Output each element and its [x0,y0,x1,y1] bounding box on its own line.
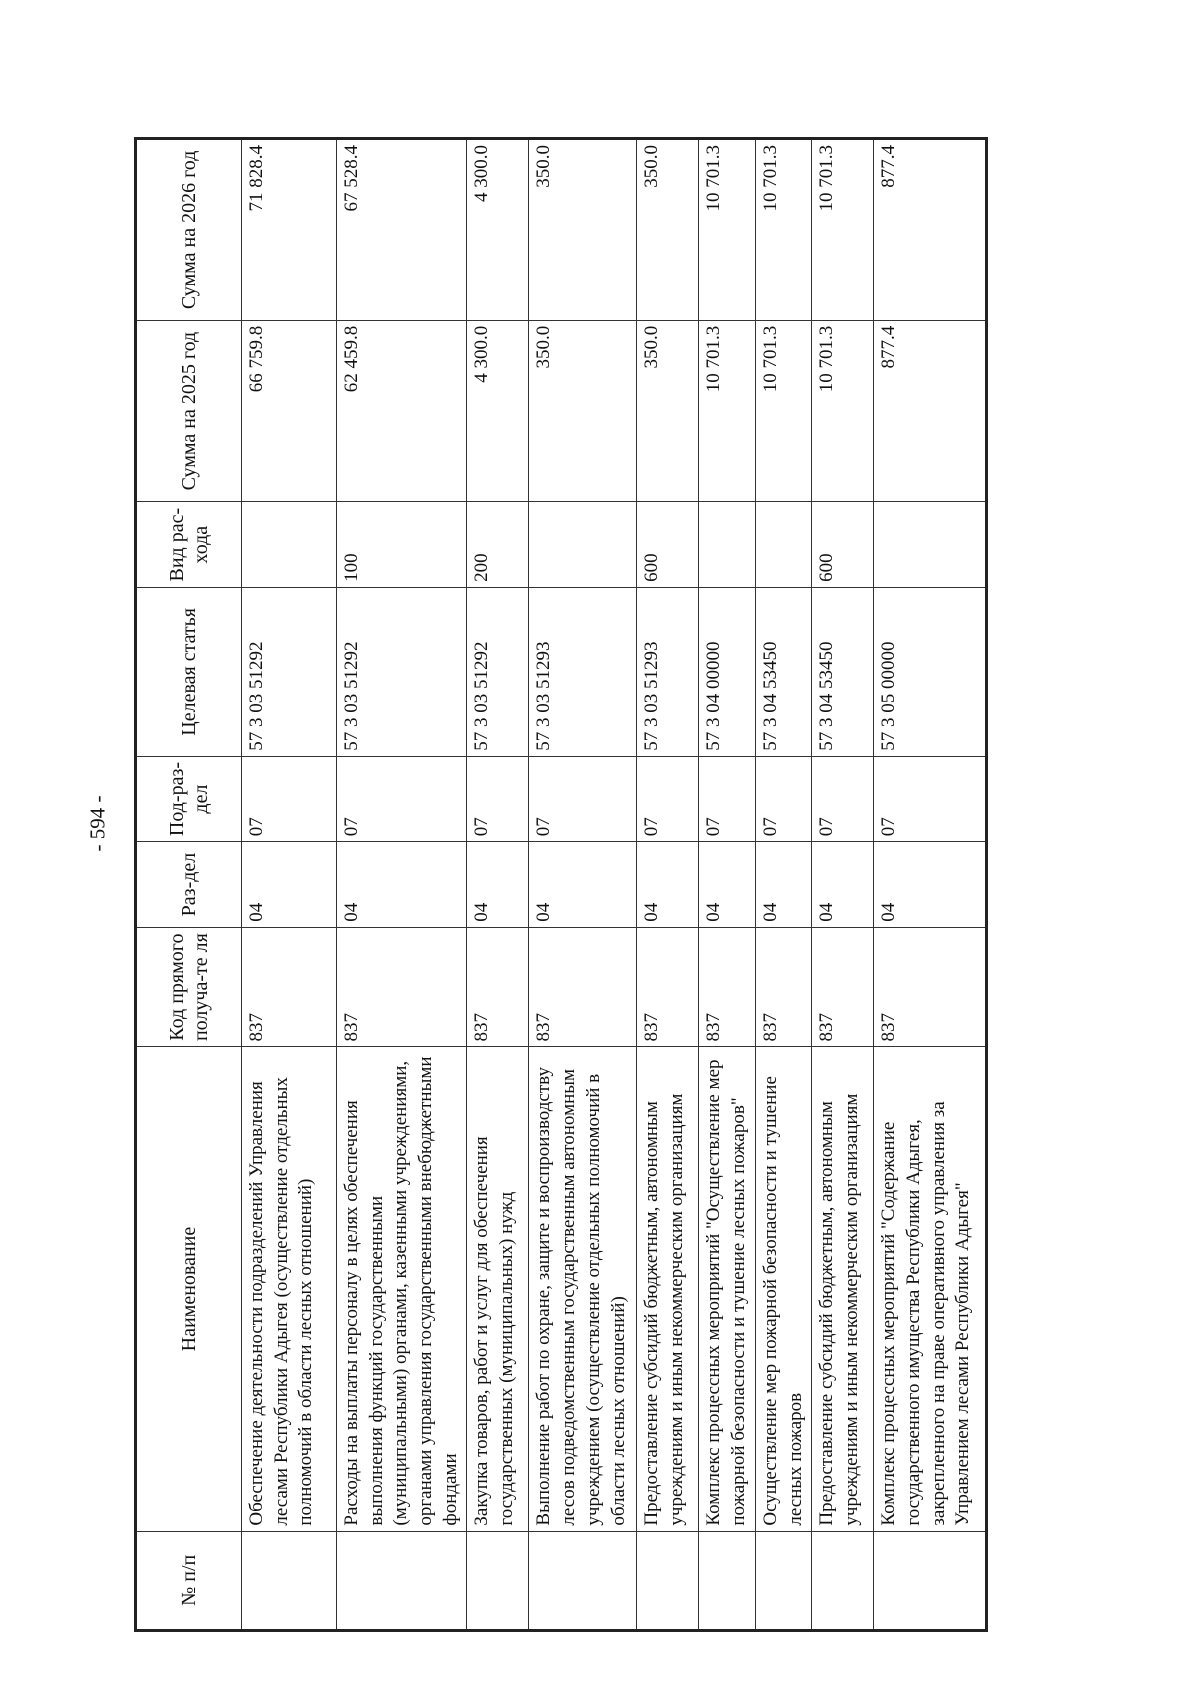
table-row [529,139,637,1631]
header-row [136,139,242,1631]
cell-sum-2025: 350.0 [529,320,637,502]
cell-expense-type [699,502,755,588]
cell-sum-2026: 71 828.4 [242,139,337,321]
cell-subsection: 07 [337,756,467,842]
cell-sum-2025: 66 759.8 [242,320,337,502]
cell-section: 04 [529,842,637,928]
cell-subsection: 07 [874,756,987,842]
header-section: Раз-дел [136,842,242,928]
cell-section: 04 [337,842,467,928]
header-sum-2025: Сумма на 2025 год [136,320,242,502]
cell-sum-2026: 10 701.3 [812,139,874,321]
cell-subsection: 07 [755,756,811,842]
cell-sum-2026: 4 300.0 [467,139,529,321]
cell-name: Выполнение работ по охране, защите и воспроизводству лесов подведомственным государственным автономным учреждением (осуществление отдельных полномочий в области лесных отношений) [529,1047,637,1531]
header-subsection: Под-раз-дел [136,756,242,842]
cell-num [337,1531,467,1630]
cell-recipient-code: 837 [637,927,699,1047]
cell-expense-type: 200 [467,502,529,588]
page-number: - 594 - [85,795,110,852]
cell-section: 04 [812,842,874,928]
cell-target-article: 57 3 05 00000 [874,587,987,756]
cell-sum-2026: 350.0 [529,139,637,321]
cell-expense-type: 600 [637,502,699,588]
cell-num [755,1531,811,1630]
cell-name: Комплекс процессных мероприятий "Осуществление мер пожарной безопасности и тушение лесных пожаров" [699,1047,755,1531]
cell-name: Осуществление мер пожарной безопасности и тушение лесных пожаров [755,1047,811,1531]
table-row [874,139,987,1631]
cell-section: 04 [874,842,987,928]
table-row [699,139,755,1631]
cell-sum-2026: 10 701.3 [755,139,811,321]
cell-recipient-code: 837 [699,927,755,1047]
cell-section: 04 [637,842,699,928]
cell-subsection: 07 [467,756,529,842]
cell-recipient-code: 837 [467,927,529,1047]
table-row [337,139,467,1631]
cell-target-article: 57 3 04 53450 [812,587,874,756]
cell-sum-2025: 10 701.3 [812,320,874,502]
cell-sum-2026: 877.4 [874,139,987,321]
header-name: Наименование [136,1047,242,1531]
cell-num [529,1531,637,1630]
table-row [242,139,337,1631]
cell-num [812,1531,874,1630]
cell-expense-type [874,502,987,588]
cell-target-article: 57 3 03 51293 [637,587,699,756]
header-sum-2026: Сумма на 2026 год [136,139,242,321]
cell-num [637,1531,699,1630]
cell-subsection: 07 [529,756,637,842]
cell-expense-type [755,502,811,588]
table-row [637,139,699,1631]
cell-target-article: 57 3 03 51292 [467,587,529,756]
cell-section: 04 [242,842,337,928]
cell-recipient-code: 837 [755,927,811,1047]
table-wrapper [134,137,976,1632]
header-num: № п/п [136,1531,242,1630]
cell-section: 04 [467,842,529,928]
table-row [467,139,529,1631]
cell-num [242,1531,337,1630]
cell-name: Комплекс процессных мероприятий "Содержание государственного имущества Республики Адыгея, закрепленного на праве оперативного управления за Управлением лесами Республики Адыгея" [874,1047,987,1531]
cell-recipient-code: 837 [242,927,337,1047]
cell-name: Предоставление субсидий бюджетным, автономным учреждениям и иным некоммерческим организациям [812,1047,874,1531]
cell-sum-2025: 4 300.0 [467,320,529,502]
cell-sum-2026: 67 528.4 [337,139,467,321]
cell-expense-type: 100 [337,502,467,588]
cell-name: Закупка товаров, работ и услуг для обеспечения государственных (муниципальных) нужд [467,1047,529,1531]
cell-sum-2025: 10 701.3 [699,320,755,502]
cell-num [467,1531,529,1630]
cell-sum-2026: 350.0 [637,139,699,321]
cell-target-article: 57 3 04 53450 [755,587,811,756]
cell-subsection: 07 [699,756,755,842]
table-row [755,139,811,1631]
cell-recipient-code: 837 [812,927,874,1047]
cell-sum-2025: 350.0 [637,320,699,502]
cell-subsection: 07 [812,756,874,842]
cell-sum-2025: 62 459.8 [337,320,467,502]
cell-num [699,1531,755,1630]
cell-recipient-code: 837 [529,927,637,1047]
cell-target-article: 57 3 04 00000 [699,587,755,756]
cell-target-article: 57 3 03 51293 [529,587,637,756]
cell-expense-type [242,502,337,588]
header-recipient-code: Код прямого получа-те ля [136,927,242,1047]
cell-target-article: 57 3 03 51292 [242,587,337,756]
cell-recipient-code: 837 [337,927,467,1047]
cell-sum-2025: 877.4 [874,320,987,502]
cell-target-article: 57 3 03 51292 [337,587,467,756]
cell-expense-type [529,502,637,588]
header-expense-type: Вид рас-хода [136,502,242,588]
header-target-article: Целевая статья [136,587,242,756]
cell-recipient-code: 837 [874,927,987,1047]
cell-name: Расходы на выплаты персоналу в целях обеспечения выполнения функций государственными (муниципальными) органами, казенными учреждениями, органами управления государственными внебюджетными фондами [337,1047,467,1531]
cell-sum-2026: 10 701.3 [699,139,755,321]
cell-name: Предоставление субсидий бюджетным, автономным учреждениям и иным некоммерческим организациям [637,1047,699,1531]
cell-name: Обеспечение деятельности подразделений Управления лесами Республики Адыгея (осуществление отдельных полномочий в области лесных отношений) [242,1047,337,1531]
cell-sum-2025: 10 701.3 [755,320,811,502]
cell-num [874,1531,987,1630]
cell-section: 04 [755,842,811,928]
cell-section: 04 [699,842,755,928]
cell-subsection: 07 [242,756,337,842]
table-row [812,139,874,1631]
budget-table [134,137,988,1632]
cell-subsection: 07 [637,756,699,842]
cell-expense-type: 600 [812,502,874,588]
